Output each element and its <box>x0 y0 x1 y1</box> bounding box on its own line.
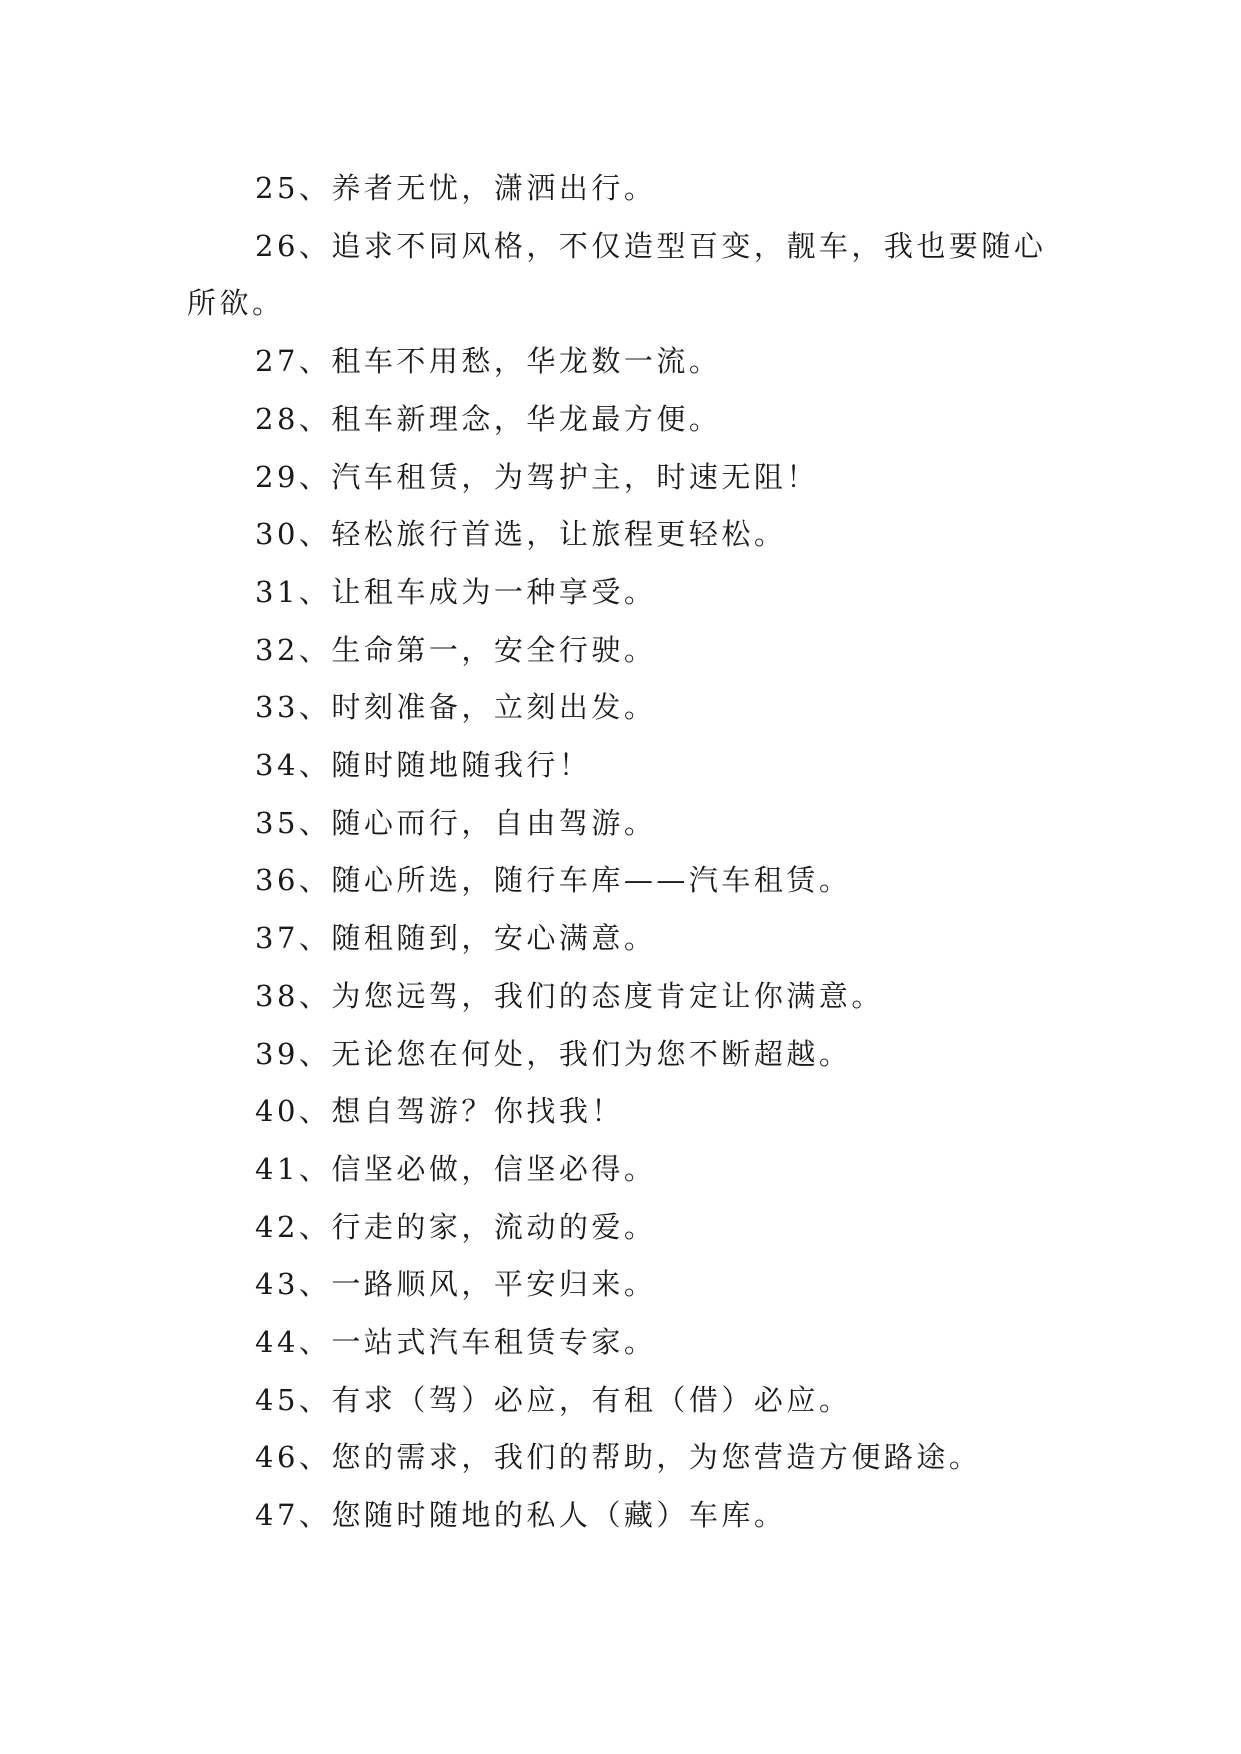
document-body <box>187 160 1057 1545</box>
slogan-paragraph: 29、汽车租赁，为驾护主，时速无阻！ <box>255 459 819 494</box>
slogan-paragraph: 47、您随时随地的私人（藏）车库。 <box>255 1498 787 1533</box>
slogan-paragraph: 25、养者无忧，潇洒出行。 <box>255 171 657 205</box>
slogan-paragraph: 41、信坚必做，信坚必得。 <box>255 1151 657 1186</box>
slogan-paragraph: 32、生命第一，安全行驶。 <box>255 632 657 667</box>
slogan-paragraph: 34、随时随地随我行！ <box>255 748 592 783</box>
slogan-paragraph: 44、一站式汽车租赁专家。 <box>255 1325 657 1360</box>
slogan-paragraph: 33、时刻准备，立刻出发。 <box>255 690 657 725</box>
slogan-paragraph: 26、追求不同风格，不仅造型百变，靓车，我也要随心所欲。 <box>187 228 1047 321</box>
slogan-paragraph: 38、为您远驾，我们的态度肯定让你满意。 <box>255 978 884 1013</box>
slogan-paragraph: 27、租车不用愁，华龙数一流。 <box>255 344 722 379</box>
slogan-paragraph: 30、轻松旅行首选，让旅程更轻松。 <box>255 517 787 552</box>
slogan-paragraph: 43、一路顺风，平安归来。 <box>255 1267 657 1302</box>
slogan-paragraph: 35、随心而行，自由驾游。 <box>255 805 657 840</box>
slogan-paragraph: 46、您的需求，我们的帮助，为您营造方便路途。 <box>255 1440 982 1475</box>
slogan-paragraph: 37、随租随到，安心满意。 <box>255 921 657 956</box>
slogan-paragraph: 31、让租车成为一种享受。 <box>255 574 657 609</box>
slogan-paragraph: 39、无论您在何处，我们为您不断超越。 <box>255 1036 852 1071</box>
slogan-paragraph: 45、有求（驾）必应，有租（借）必应。 <box>255 1382 852 1417</box>
slogan-paragraph: 36、随心所选，随行车库——汽车租赁。 <box>255 863 852 898</box>
slogan-paragraph: 28、租车新理念，华龙最方便。 <box>255 401 722 436</box>
slogan-paragraph: 42、行走的家，流动的爱。 <box>255 1209 657 1244</box>
slogan-paragraph: 40、想自驾游？你找我！ <box>255 1094 624 1129</box>
